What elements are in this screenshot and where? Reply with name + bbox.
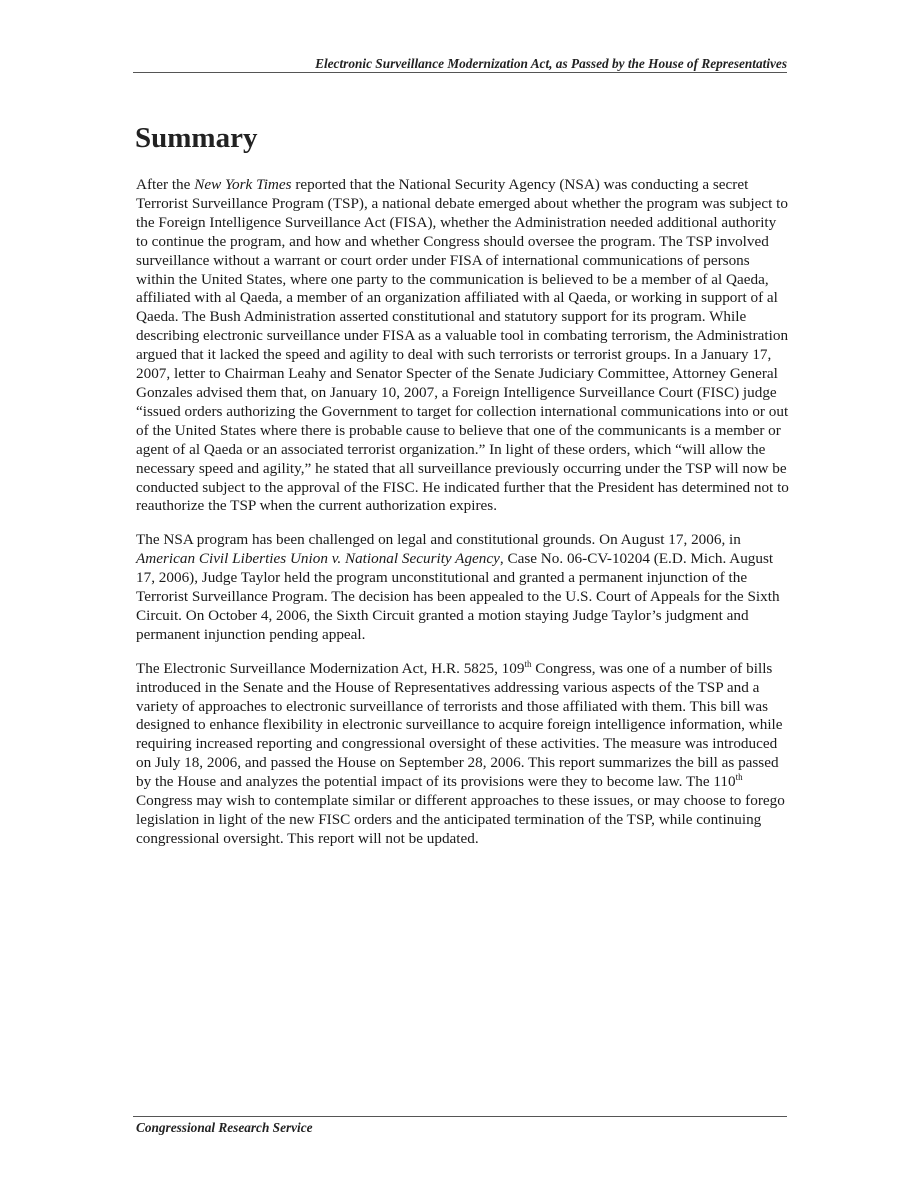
paragraph-3 bbox=[136, 660, 791, 849]
paragraph-2-text-a: The NSA program has been challenged on legal and constitutional grounds. On August 17, 2006, in bbox=[136, 531, 741, 549]
paragraph-1 bbox=[136, 176, 791, 516]
ordinal-suffix: th bbox=[524, 658, 532, 669]
paragraph-1-text-c: reported that the National Security Agency (NSA) was conducting a secret Terrorist Surveillance Program (TSP), a national debate emerged about whether the program was subject to the Foreign Intelligence Surveillance Act (FISA), whether the Administration needed additional authority to continue the program, and how and whether Congress should oversee the program. The TSP involved surveillance without a warrant or court order under FISA of international communications of persons within the United States, where one party to the communication is believed to be a member of al Qaeda, affiliated with al Qaeda, a member of an organization affiliated with al Qaeda, or working in support of al Qaeda. The Bush Administration asserted constitutional and statutory support for its program. While describing electronic surveillance under FISA as a valuable tool in combating terrorism, the Administration argued that it lacked the speed and agility to deal with such terrorists or terrorist groups. In a January 17, 2007, letter to Chairman Leahy and Senator Specter of the Senate Judiciary Committee, Attorney General Gonzales advised them that, on January 10, 2007, a Foreign Intelligence Surveillance Court (FISC) judge “issued orders authorizing the Government to target for collection international communications into or out of the United States where there is probable cause to believe that one of the communicants is a member or agent of al Qaeda or an associated terrorist organization.” In light of these orders, which “will allow the necessary speed and agility,” he stated that all surveillance previously occurring under the TSP will now be conducted subject to the approval of the FISC. He indicated further that the President has determined not to reauthorize the TSP when the current authorization expires. bbox=[136, 176, 789, 515]
summary-body bbox=[136, 176, 791, 864]
paragraph-1-text-a: After the bbox=[136, 176, 195, 193]
newspaper-title: New York Times bbox=[194, 176, 292, 193]
header-divider bbox=[133, 72, 787, 73]
paragraph-3-text-a: The Electronic Surveillance Modernization Act, H.R. 5825, 109 bbox=[136, 659, 525, 677]
paragraph-3-text-b: Congress, was one of a number of bills introduced in the Senate and the House of Representatives addressing various aspects of the TSP and a variety of approaches to electronic surveillance of terrorists and those affiliated with them. This bill was designed to enhance flexibility in electronic surveillance to acquire foreign intelligence information, while requiring increased reporting and congressional oversight of these activities. The measure was introduced on July 18, 2006, and passed the House on September 28, 2006. This report summarizes the bill as passed by the House and analyzes the potential impact of its provisions were they to become law. The 110 bbox=[136, 659, 783, 791]
footer-organization: Congressional Research Service bbox=[136, 1120, 313, 1135]
running-header: Electronic Surveillance Modernization Act, as Passed by the House of Representatives bbox=[315, 56, 787, 71]
paragraph-2-text-c: , Case No. 06-CV-10204 (E.D. Mich. August 17, 2006), Judge Taylor held the program unconstitutional and granted a permanent injunction of the Terrorist Surveillance Program. The decision has been appealed to the U.S. Court of Appeals for the Sixth Circuit. On October 4, 2006, the Sixth Circuit granted a motion staying Judge Taylor’s judgment and permanent injunction pending appeal. bbox=[136, 550, 780, 643]
ordinal-suffix: th bbox=[735, 772, 743, 783]
section-title: Summary bbox=[135, 122, 258, 154]
paragraph-3-text-c: Congress may wish to contemplate similar or different approaches to these issues, or may choose to forego legislation in light of the new FISC orders and the anticipated termination of the TSP, while continuing congressional oversight. This report will not be updated. bbox=[136, 792, 785, 847]
paragraph-2 bbox=[136, 531, 791, 644]
case-name: American Civil Liberties Union v. National Security Agency bbox=[136, 550, 500, 568]
footer-divider bbox=[133, 1116, 787, 1117]
